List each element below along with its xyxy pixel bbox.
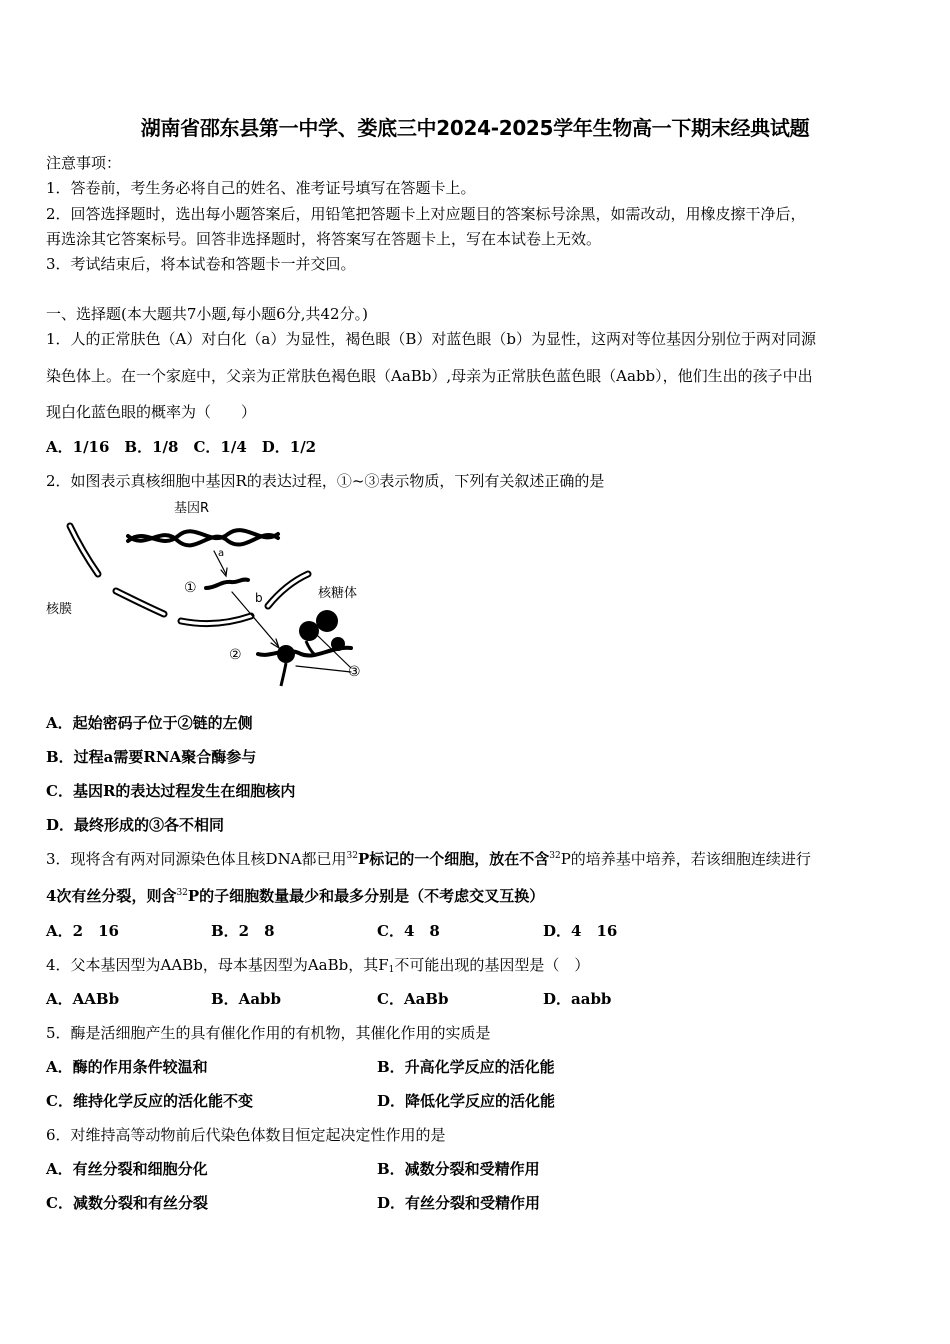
q4-stem: 4．父本基因型为AABb，母本基因型为AaBb，其$F_1$不可能出现的基因型是（ ） — [46, 956, 590, 975]
ribosome-label: 核糖体 — [318, 586, 358, 601]
q3-option: B．2 8 — [211, 922, 275, 940]
q2-option: C．基因R的表达过程发生在细胞核内 — [46, 782, 296, 800]
q6-option: A．有丝分裂和细胞分化 — [46, 1160, 208, 1178]
ribosome-shape — [299, 621, 319, 641]
q1-stem-line: 现白化蓝色眼的概率为（ ） — [46, 403, 257, 421]
ribosome-shape — [277, 645, 295, 663]
q3-stem-line: 4次有丝分裂，则含$^{32}$P的子细胞数量最少和最多分别是（不考虑交叉互换） — [46, 887, 545, 905]
q2-option: A．起始密码子位于②链的左侧 — [46, 714, 253, 732]
q6-option: B．减数分裂和受精作用 — [377, 1160, 540, 1178]
notice-item: 2．回答选择题时，选出每小题答案后，用铅笔把答题卡上对应题目的答案标号涂黑，如需改动，用橡皮擦干净后， — [46, 205, 806, 223]
q5-stem: 5．酶是活细胞产生的具有催化作用的有机物，其催化作用的实质是 — [46, 1024, 491, 1042]
q3-option: D．4 16 — [543, 922, 618, 940]
q2-stem: 2．如图表示真核细胞中基因R的表达过程，①~③表示物质，下列有关叙述正确的是 — [46, 472, 605, 490]
q3-option: A．2 16 — [46, 922, 119, 940]
label-1: ① — [184, 580, 197, 596]
q5-option: A．酶的作用条件较温和 — [46, 1058, 208, 1076]
label-3: ③ — [348, 664, 361, 680]
q3-stem-line: 3．现将含有两对同源染色体且核DNA都已用$^{32}$P标记的一个细胞，放在不含$^{32}$P的培养基中培养，若该细胞连续进行 — [46, 850, 811, 868]
gene-label: 基因R — [174, 501, 210, 516]
notice-item: 1．答卷前，考生务必将自己的姓名、准考证号填写在答题卡上。 — [46, 179, 476, 197]
q5-option: B．升高化学反应的活化能 — [377, 1058, 555, 1076]
label-2: ② — [229, 647, 242, 663]
q2-option: D．最终形成的③各不相同 — [46, 816, 225, 834]
q3-option: C．4 8 — [377, 922, 440, 940]
q4-option: D．aabb — [543, 990, 612, 1008]
ribosome-shape — [316, 610, 338, 632]
q1-stem-line: 染色体上。在一个家庭中，父亲为正常肤色褐色眼（AaBb）,母亲为正常肤色蓝色眼（Aabb），他们生出的孩子中出 — [46, 367, 813, 385]
q5-option: D．降低化学反应的活化能 — [377, 1092, 556, 1110]
notice-item: 3．考试结束后，将本试卷和答题卡一并交回。 — [46, 255, 356, 273]
peptide-chain — [306, 641, 314, 654]
q4-option: C．AaBb — [377, 990, 449, 1008]
page-title: 湖南省邵东县第一中学、娄底三中2024-2025学年生物高一下期末经典试题 — [140, 116, 810, 140]
notice-heading: 注意事项： — [46, 154, 122, 172]
section-heading: 一、选择题(本大题共7小题,每小题6分,共42分。) — [46, 305, 368, 323]
mrna-1 — [206, 580, 248, 588]
q6-stem: 6．对维持高等动物前后代染色体数目恒定起决定性作用的是 — [46, 1126, 446, 1144]
gene-expression-figure — [46, 496, 376, 691]
q6-option: C．减数分裂和有丝分裂 — [46, 1194, 208, 1212]
q1-options: A．1/16 B．1/8 C．1/4 D．1/2 — [46, 438, 317, 456]
q6-option: D．有丝分裂和受精作用 — [377, 1194, 541, 1212]
membrane-label: 核膜 — [46, 602, 73, 617]
label-b: b — [255, 591, 263, 605]
q4-option: B．Aabb — [211, 990, 282, 1008]
q1-stem-line: 1．人的正常肤色（A）对白化（a）为显性，褐色眼（B）对蓝色眼（b）为显性，这两对等位基因分别位于两对同源 — [46, 330, 816, 348]
notice-item: 再选涂其它答案标号。回答非选择题时，将答案写在答题卡上，写在本试卷上无效。 — [46, 230, 602, 248]
label-a: a — [218, 548, 225, 559]
q4-option: A．AABb — [46, 990, 120, 1008]
q2-option: B．过程a需要RNA聚合酶参与 — [46, 748, 257, 766]
peptide-chain — [281, 663, 286, 686]
q5-option: C．维持化学反应的活化能不变 — [46, 1092, 253, 1110]
